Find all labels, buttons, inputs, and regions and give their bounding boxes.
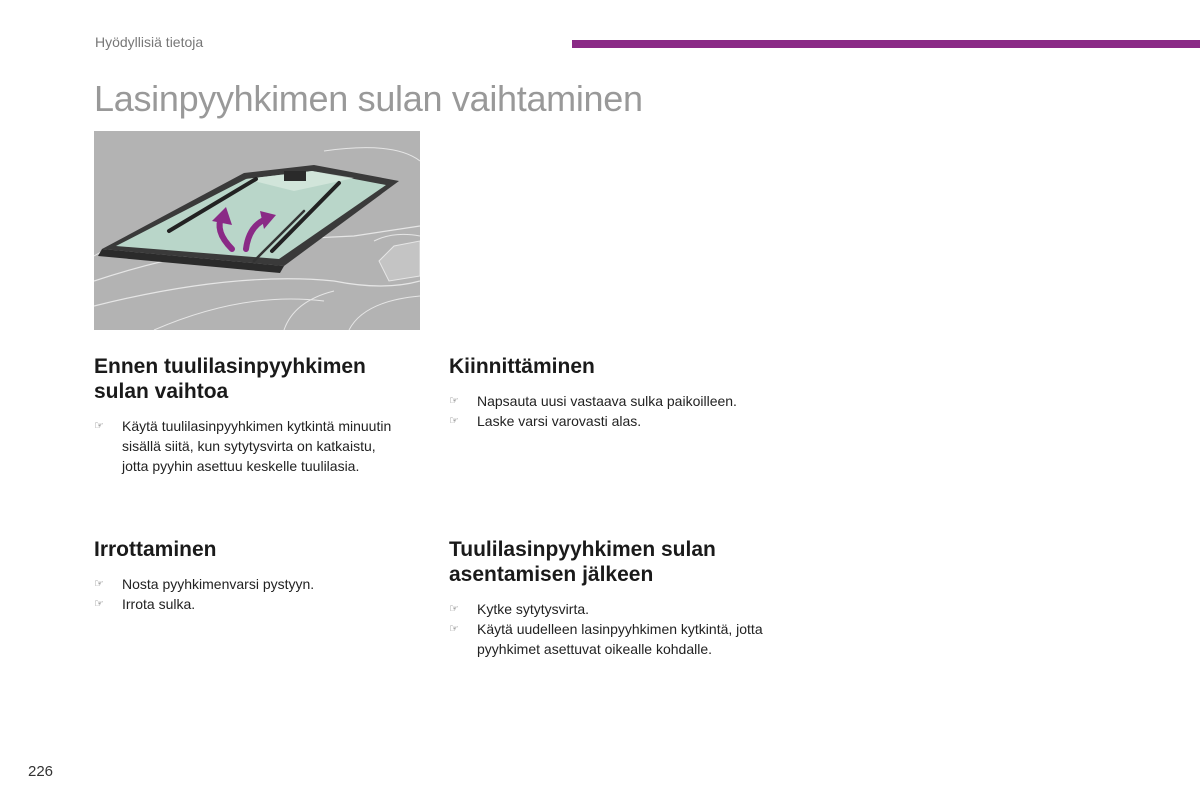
- section-before-list: [94, 416, 424, 476]
- pointing-hand-icon: ☞: [94, 578, 104, 590]
- pointing-hand-icon: ☞: [94, 420, 104, 432]
- pointing-hand-icon: ☞: [94, 598, 104, 610]
- section-removal-heading: Irrottaminen: [94, 538, 217, 561]
- list-item: [449, 411, 779, 431]
- list-item-text: Käytä uudelleen lasinpyyhkimen kytkintä, jotta pyyhkimet asettuvat oikealle kohdalle.: [477, 621, 763, 657]
- list-item: [94, 574, 424, 594]
- list-item-text: Irrota sulka.: [122, 596, 196, 612]
- list-item-text: Laske varsi varovasti alas.: [477, 413, 642, 429]
- section-attach: [449, 354, 779, 431]
- section-removal-list: [94, 574, 424, 614]
- page-title: Lasinpyyhkimen sulan vaihtaminen: [94, 78, 643, 119]
- section-attach-heading: Kiinnittäminen: [449, 355, 595, 378]
- windscreen-wiper-illustration: [94, 131, 420, 330]
- list-item-text: Napsauta uusi vastaava sulka paikoilleen.: [477, 393, 737, 409]
- section-before-replacement: [94, 354, 424, 476]
- page-number: 226: [28, 763, 54, 780]
- section-header: Hyödyllisiä tietoja: [95, 34, 204, 50]
- pointing-hand-icon: ☞: [449, 623, 459, 635]
- pointing-hand-icon: ☞: [449, 395, 459, 407]
- pointing-hand-icon: ☞: [449, 603, 459, 615]
- list-item: [94, 416, 394, 476]
- list-item: [449, 599, 779, 619]
- list-item: [94, 594, 424, 614]
- list-item-text: Käytä tuulilasinpyyhkimen kytkintä minuutin sisällä siitä, kun sytytysvirta on katkaistu, jotta pyyhin asettuu keskelle tuulilasia.: [122, 418, 392, 474]
- pointing-hand-icon: ☞: [449, 415, 459, 427]
- car-windscreen-drawing: [94, 131, 420, 330]
- header-accent-bar: [572, 40, 1200, 48]
- section-attach-list: [449, 391, 779, 431]
- section-before-heading: Ennen tuulilasinpyyhkimen sulan vaihtoa: [94, 355, 366, 403]
- section-removal: [94, 537, 424, 614]
- list-item-text: Nosta pyyhkimenvarsi pystyyn.: [122, 576, 315, 592]
- section-after-list: [449, 599, 779, 659]
- list-item: [449, 391, 779, 411]
- list-item-text: Kytke sytytysvirta.: [477, 601, 590, 617]
- section-after-heading: Tuulilasinpyyhkimen sulan asentamisen jälkeen: [449, 538, 716, 586]
- section-after-replacement: [449, 537, 779, 659]
- list-item: [449, 619, 807, 659]
